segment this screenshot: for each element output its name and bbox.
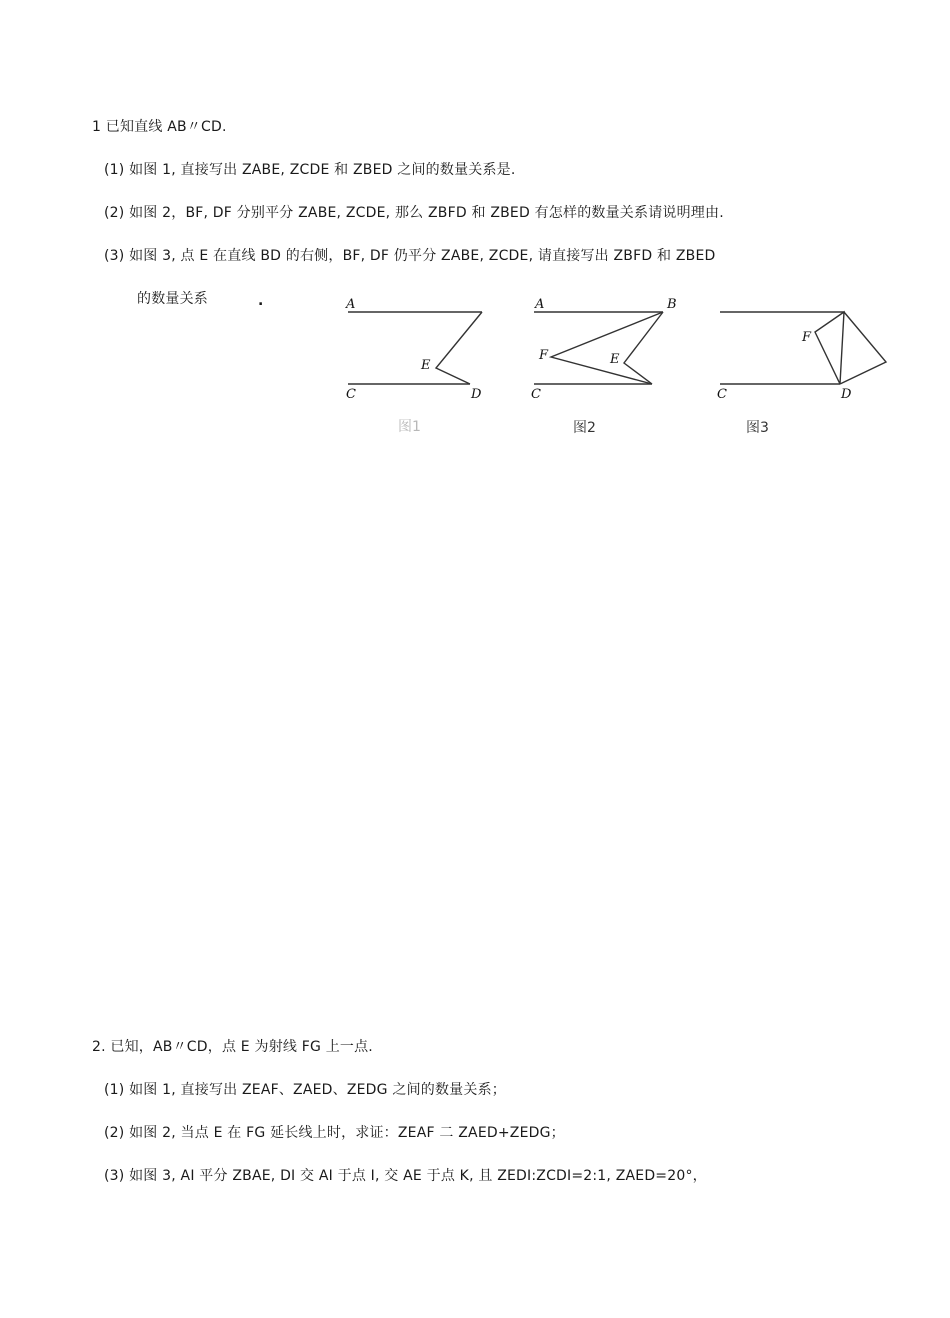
label-c: C [531, 387, 541, 402]
figure-3 [717, 312, 886, 436]
answer-blank-dot: . [258, 293, 264, 309]
problem-2-question-2: (2) 如图 2, 当点 E 在 FG 延长线上时，求证：ZEAF 二 ZAED+ZEDG； [104, 1125, 565, 1141]
figure-1-caption: 图1 [398, 419, 421, 435]
label-c: C [717, 387, 727, 402]
label-c: C [346, 387, 356, 402]
figure-2 [531, 297, 677, 436]
problem-1-question-3-continuation: 的数量关系 [137, 291, 208, 307]
path-b-f-d [551, 312, 663, 384]
problem-2-question-3: (3) 如图 3, AI 平分 ZBAE, DI 交 AI 于点 I, 交 AE 于点 K, 且 ZEDI:ZCDI=2:1, ZAED=20°， [104, 1168, 707, 1184]
label-e: E [421, 358, 431, 373]
label-e: E [610, 352, 620, 367]
figure-2-caption: 图2 [573, 420, 596, 436]
label-f: F [802, 330, 812, 345]
label-d: D [471, 387, 482, 402]
label-a: A [535, 297, 545, 312]
problem-1-title: 1 已知直线 AB〃CD. [92, 119, 227, 135]
label-f: F [539, 348, 549, 363]
figure-1 [345, 297, 482, 435]
label-a: A [346, 297, 356, 312]
figures-row [330, 285, 920, 445]
problem-2-question-1: (1) 如图 1, 直接写出 ZEAF、ZAED、ZEDG 之间的数量关系； [104, 1082, 506, 1098]
problem-1-question-3: (3) 如图 3, 点 E 在直线 BD 的右侧，BF, DF 仍平分 ZABE, ZCDE, 请直接写出 ZBFD 和 ZBED [104, 248, 716, 264]
path-b-f-d [815, 312, 844, 384]
path-b-e-d [624, 312, 663, 384]
problem-2-title: 2. 已知，AB〃CD，点 E 为射线 FG 上一点. [92, 1039, 373, 1055]
problem-1-question-1: (1) 如图 1, 直接写出 ZABE, ZCDE 和 ZBED 之间的数量关系是. [104, 162, 516, 178]
figures-svg [330, 285, 920, 445]
label-b: B [667, 297, 677, 312]
path-b-e-d [436, 312, 482, 384]
label-d: D [841, 387, 852, 402]
problem-1-question-2: (2) 如图 2，BF, DF 分别平分 ZABE, ZCDE, 那么 ZBFD 和 ZBED 有怎样的数量关系请说明理由. [104, 205, 724, 221]
path-b-e-d [840, 312, 886, 384]
figure-3-caption: 图3 [746, 420, 769, 436]
